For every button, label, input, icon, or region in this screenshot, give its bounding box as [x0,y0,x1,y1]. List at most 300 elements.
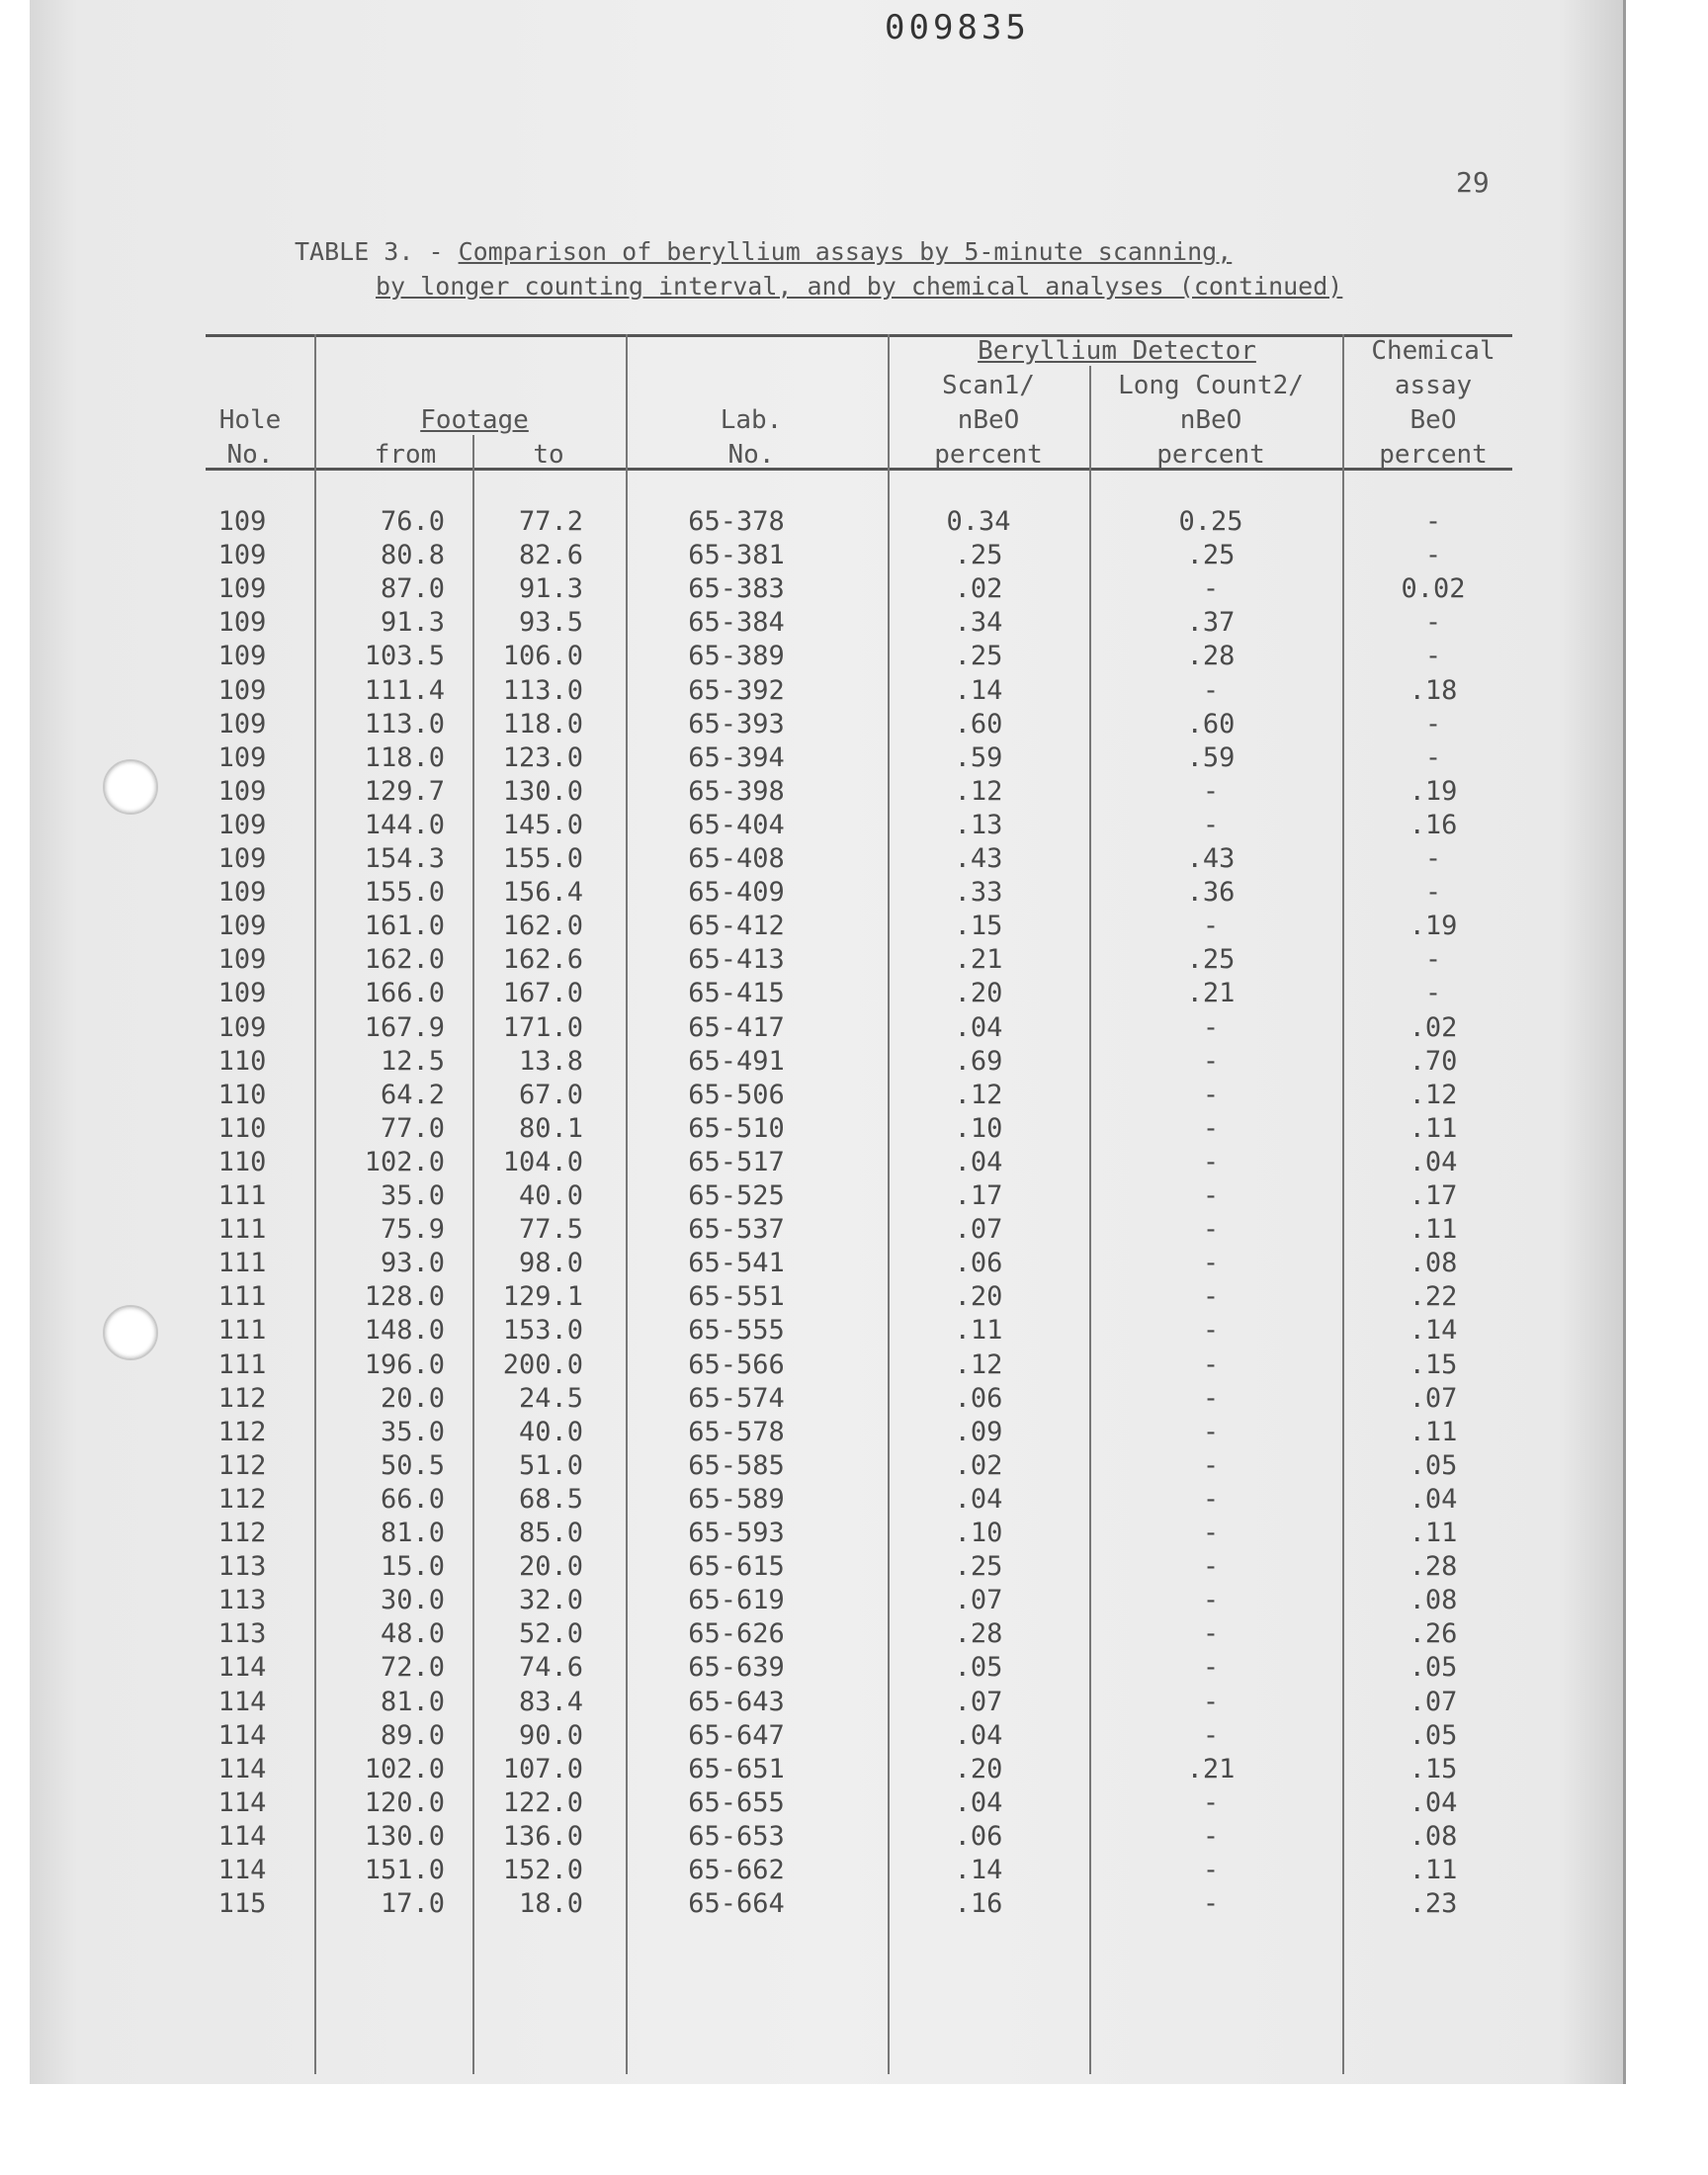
cell-scan-beo: .25 [954,641,1003,672]
cell-lab-no: 65-653 [688,1820,785,1852]
cell-chemical-beo: .08 [1409,1248,1458,1279]
cell-chemical-beo: - [1424,741,1442,773]
cell-scan-beo: .04 [954,1786,1003,1818]
cell-scan-beo: .12 [954,1348,1003,1380]
cell-scan-beo: .12 [954,1079,1003,1110]
cell-footage-from: 128.0 [364,1281,445,1313]
cell-long-count-beo: - [1202,809,1220,840]
cell-footage-from: 151.0 [364,1855,445,1885]
cell-lab-no: 65-409 [688,877,785,909]
cell-footage-from: 91.3 [380,607,445,639]
header-lab: Lab. [720,405,783,435]
cell-scan-beo: .02 [954,1449,1003,1481]
header-lab-no: No. [727,440,775,470]
cell-lab-no: 65-626 [688,1618,785,1650]
cell-long-count-beo: - [1202,775,1220,807]
column-divider-4 [888,334,890,2074]
cell-footage-from: 167.9 [364,1011,445,1043]
cell-scan-beo: .34 [954,607,1003,639]
cell-footage-from: 64.2 [380,1079,445,1110]
cell-long-count-beo: .28 [1186,641,1236,672]
cell-hole-no: 109 [217,674,267,706]
cell-hole-no: 114 [217,1753,267,1784]
cell-footage-from: 77.0 [380,1112,445,1144]
cell-chemical-beo: .16 [1409,809,1458,840]
cell-hole-no: 109 [217,741,267,773]
cell-lab-no: 65-510 [688,1112,785,1144]
cell-scan-beo: .06 [954,1820,1003,1852]
cell-lab-no: 65-555 [688,1315,785,1347]
cell-chemical-beo: .15 [1409,1753,1458,1784]
header-assay: assay [1394,371,1473,400]
cell-lab-no: 65-413 [688,944,785,976]
cell-footage-to: 152.0 [502,1855,583,1885]
cell-chemical-beo: .18 [1409,674,1458,706]
cell-footage-to: 51.0 [518,1449,583,1481]
cell-hole-no: 114 [217,1719,267,1751]
cell-scan-beo: .14 [954,674,1003,706]
cell-chemical-beo: .19 [1409,911,1458,942]
cell-scan-beo: .20 [954,1753,1003,1784]
cell-footage-from: 81.0 [380,1518,445,1548]
cell-scan-beo: .20 [954,1281,1003,1313]
cell-hole-no: 115 [217,1888,267,1920]
cell-long-count-beo: - [1202,1180,1220,1211]
page-number: 29 [1456,166,1490,199]
cell-long-count-beo: - [1202,1112,1220,1144]
cell-long-count-beo: - [1202,1449,1220,1481]
cell-chemical-beo: - [1424,607,1442,639]
header-long-unit: nBeO [1179,405,1242,435]
cell-hole-no: 111 [217,1348,267,1380]
cell-lab-no: 65-392 [688,674,785,706]
cell-footage-to: 52.0 [518,1618,583,1650]
cell-lab-no: 65-551 [688,1281,785,1313]
cell-footage-from: 72.0 [380,1652,445,1684]
cell-hole-no: 114 [217,1686,267,1717]
cell-long-count-beo: - [1202,1686,1220,1717]
cell-footage-to: 40.0 [518,1180,583,1211]
cell-hole-no: 113 [217,1551,267,1583]
cell-lab-no: 65-506 [688,1079,785,1110]
column-divider-1 [314,334,316,2074]
cell-scan-beo: .11 [954,1315,1003,1347]
cell-footage-from: 102.0 [364,1753,445,1784]
cell-chemical-beo: .11 [1409,1112,1458,1144]
cell-footage-from: 161.0 [364,911,445,942]
cell-long-count-beo: - [1202,573,1220,605]
cell-long-count-beo: .43 [1186,843,1236,874]
cell-long-count-beo: - [1202,674,1220,706]
cell-long-count-beo: .59 [1186,741,1236,773]
cell-long-count-beo: - [1202,1719,1220,1751]
cell-footage-to: 104.0 [502,1146,583,1177]
cell-scan-beo: .59 [954,741,1003,773]
cell-lab-no: 65-378 [688,506,785,537]
cell-long-count-beo: - [1202,1146,1220,1177]
cell-footage-from: 162.0 [364,944,445,976]
cell-footage-from: 35.0 [380,1416,445,1447]
cell-hole-no: 110 [217,1045,267,1077]
cell-long-count-beo: 0.25 [1178,506,1243,537]
cell-footage-from: 166.0 [364,978,445,1009]
cell-footage-from: 17.0 [380,1888,445,1920]
cell-chemical-beo: .12 [1409,1079,1458,1110]
cell-long-count-beo: - [1202,1045,1220,1077]
cell-long-count-beo: .37 [1186,607,1236,639]
cell-footage-from: 154.3 [364,843,445,874]
cell-lab-no: 65-664 [688,1888,785,1920]
cell-hole-no: 112 [217,1449,267,1481]
cell-scan-beo: .02 [954,573,1003,605]
cell-long-count-beo: - [1202,1585,1220,1616]
cell-footage-to: 32.0 [518,1585,583,1616]
cell-lab-no: 65-381 [688,540,785,571]
header-long-percent: percent [1156,440,1265,470]
cell-long-count-beo: - [1202,1518,1220,1548]
cell-scan-beo: .09 [954,1416,1003,1447]
cell-lab-no: 65-412 [688,911,785,942]
cell-scan-beo: .20 [954,978,1003,1009]
cell-footage-to: 18.0 [518,1888,583,1920]
cell-scan-beo: .17 [954,1180,1003,1211]
cell-lab-no: 65-517 [688,1146,785,1177]
cell-footage-to: 80.1 [518,1112,583,1144]
column-divider-2 [472,435,474,2074]
cell-chemical-beo: - [1424,540,1442,571]
cell-footage-to: 113.0 [502,674,583,706]
cell-footage-to: 91.3 [518,573,583,605]
cell-scan-beo: .13 [954,809,1003,840]
cell-chemical-beo: .14 [1409,1315,1458,1347]
cell-scan-beo: .07 [954,1585,1003,1616]
cell-chemical-beo: .19 [1409,775,1458,807]
cell-footage-to: 123.0 [502,741,583,773]
cell-footage-from: 113.0 [364,708,445,740]
column-divider-6 [1342,334,1344,2074]
cell-lab-no: 65-566 [688,1348,785,1380]
table-title-line1 [295,237,1232,266]
cell-chemical-beo: .05 [1409,1652,1458,1684]
cell-hole-no: 112 [217,1518,267,1548]
cell-footage-from: 89.0 [380,1719,445,1751]
cell-lab-no: 65-398 [688,775,785,807]
cell-long-count-beo: .36 [1186,877,1236,909]
cell-chemical-beo: .04 [1409,1786,1458,1818]
table-title-line2: by longer counting interval, and by chemical analyses (continued) [376,272,1343,301]
cell-footage-from: 155.0 [364,877,445,909]
cell-long-count-beo: - [1202,1483,1220,1515]
cell-footage-to: 85.0 [518,1518,583,1548]
cell-footage-to: 83.4 [518,1686,583,1717]
cell-footage-to: 153.0 [502,1315,583,1347]
cell-scan-beo: .04 [954,1483,1003,1515]
document-number: 009835 [885,8,1030,47]
cell-scan-beo: .14 [954,1855,1003,1885]
cell-long-count-beo: - [1202,1820,1220,1852]
cell-scan-beo: .06 [954,1248,1003,1279]
cell-footage-to: 13.8 [518,1045,583,1077]
cell-chemical-beo: .11 [1409,1214,1458,1246]
cell-footage-to: 167.0 [502,978,583,1009]
cell-footage-to: 156.4 [502,877,583,909]
cell-chemical-beo: - [1424,843,1442,874]
cell-hole-no: 113 [217,1618,267,1650]
header-footage: Footage [420,405,529,435]
cell-hole-no: 109 [217,809,267,840]
cell-scan-beo: .25 [954,540,1003,571]
header-hole-no: No. [226,440,274,470]
cell-lab-no: 65-651 [688,1753,785,1784]
cell-footage-to: 93.5 [518,607,583,639]
cell-long-count-beo: .21 [1186,978,1236,1009]
cell-chemical-beo: .07 [1409,1382,1458,1414]
cell-lab-no: 65-574 [688,1382,785,1414]
cell-lab-no: 65-384 [688,607,785,639]
cell-hole-no: 114 [217,1786,267,1818]
cell-long-count-beo: .21 [1186,1753,1236,1784]
cell-footage-to: 98.0 [518,1248,583,1279]
cell-scan-beo: .06 [954,1382,1003,1414]
table-title-prefix: TABLE 3. - [295,237,459,266]
cell-footage-from: 35.0 [380,1180,445,1211]
cell-footage-to: 130.0 [502,775,583,807]
cell-hole-no: 114 [217,1820,267,1852]
cell-scan-beo: .25 [954,1551,1003,1583]
cell-hole-no: 110 [217,1079,267,1110]
header-scan-percent: percent [934,440,1043,470]
cell-hole-no: 109 [217,506,267,537]
cell-footage-from: 15.0 [380,1551,445,1583]
cell-long-count-beo: - [1202,1618,1220,1650]
cell-footage-to: 162.0 [502,911,583,942]
cell-lab-no: 65-647 [688,1719,785,1751]
cell-long-count-beo: - [1202,1652,1220,1684]
cell-scan-beo: .33 [954,877,1003,909]
column-divider-5 [1089,366,1091,2074]
cell-footage-to: 200.0 [502,1348,583,1380]
cell-chemical-beo: .11 [1409,1518,1458,1548]
cell-lab-no: 65-408 [688,843,785,874]
cell-lab-no: 65-615 [688,1551,785,1583]
cell-lab-no: 65-593 [688,1518,785,1548]
cell-footage-to: 106.0 [502,641,583,672]
cell-footage-to: 74.6 [518,1652,583,1684]
cell-footage-to: 129.1 [502,1281,583,1313]
cell-footage-to: 40.0 [518,1416,583,1447]
cell-hole-no: 111 [217,1180,267,1211]
cell-scan-beo: 0.34 [946,506,1011,537]
cell-hole-no: 109 [217,1011,267,1043]
cell-hole-no: 113 [217,1585,267,1616]
cell-hole-no: 112 [217,1382,267,1414]
cell-chemical-beo: - [1424,978,1442,1009]
cell-scan-beo: .04 [954,1146,1003,1177]
cell-chemical-beo: .02 [1409,1011,1458,1043]
header-hole: Hole [218,405,282,435]
cell-lab-no: 65-417 [688,1011,785,1043]
cell-hole-no: 110 [217,1146,267,1177]
cell-scan-beo: .04 [954,1719,1003,1751]
cell-lab-no: 65-662 [688,1855,785,1885]
cell-hole-no: 109 [217,775,267,807]
cell-footage-to: 77.5 [518,1214,583,1246]
cell-footage-from: 81.0 [380,1686,445,1717]
cell-scan-beo: .43 [954,843,1003,874]
cell-scan-beo: .07 [954,1686,1003,1717]
cell-lab-no: 65-655 [688,1786,785,1818]
cell-footage-from: 118.0 [364,741,445,773]
cell-chemical-beo: .07 [1409,1686,1458,1717]
cell-hole-no: 114 [217,1652,267,1684]
cell-scan-beo: .04 [954,1011,1003,1043]
cell-chemical-beo: - [1424,944,1442,976]
cell-lab-no: 65-578 [688,1416,785,1447]
cell-chemical-beo: .04 [1409,1146,1458,1177]
cell-scan-beo: .69 [954,1045,1003,1077]
cell-scan-beo: .21 [954,944,1003,976]
cell-long-count-beo: - [1202,1382,1220,1414]
cell-lab-no: 65-415 [688,978,785,1009]
cell-scan-beo: .05 [954,1652,1003,1684]
cell-footage-to: 162.6 [502,944,583,976]
cell-lab-no: 65-404 [688,809,785,840]
cell-long-count-beo: - [1202,1011,1220,1043]
cell-footage-from: 66.0 [380,1483,445,1515]
cell-lab-no: 65-639 [688,1652,785,1684]
cell-long-count-beo: - [1202,1855,1220,1885]
header-beryllium-detector: Beryllium Detector [978,336,1256,366]
cell-lab-no: 65-589 [688,1483,785,1515]
cell-long-count-beo: - [1202,1079,1220,1110]
cell-chemical-beo: .11 [1409,1416,1458,1447]
cell-chemical-beo: .08 [1409,1820,1458,1852]
cell-long-count-beo: .25 [1186,944,1236,976]
cell-footage-to: 171.0 [502,1011,583,1043]
header-chem-percent: percent [1379,440,1488,470]
table-title-text: Comparison of beryllium assays by 5-minute scanning, [458,237,1233,266]
cell-hole-no: 112 [217,1483,267,1515]
cell-long-count-beo: - [1202,1888,1220,1920]
cell-footage-from: 20.0 [380,1382,445,1414]
cell-lab-no: 65-393 [688,708,785,740]
cell-chemical-beo: 0.02 [1401,573,1466,605]
cell-hole-no: 111 [217,1281,267,1313]
cell-lab-no: 65-383 [688,573,785,605]
cell-footage-to: 82.6 [518,540,583,571]
cell-chemical-beo: .23 [1409,1888,1458,1920]
header-beo: BeO [1409,405,1457,435]
cell-footage-to: 122.0 [502,1786,583,1818]
cell-footage-to: 68.5 [518,1483,583,1515]
cell-footage-from: 48.0 [380,1618,445,1650]
cell-footage-from: 93.0 [380,1248,445,1279]
cell-scan-beo: .10 [954,1112,1003,1144]
cell-footage-from: 111.4 [364,674,445,706]
cell-scan-beo: .15 [954,911,1003,942]
cell-hole-no: 109 [217,641,267,672]
cell-scan-beo: .28 [954,1618,1003,1650]
cell-long-count-beo: - [1202,1214,1220,1246]
cell-hole-no: 109 [217,540,267,571]
cell-hole-no: 110 [217,1112,267,1144]
column-divider-3 [626,334,628,2074]
cell-scan-beo: .16 [954,1888,1003,1920]
cell-chemical-beo: .17 [1409,1180,1458,1211]
cell-chemical-beo: .15 [1409,1348,1458,1380]
cell-chemical-beo: - [1424,877,1442,909]
cell-chemical-beo: .26 [1409,1618,1458,1650]
cell-footage-from: 12.5 [380,1045,445,1077]
cell-chemical-beo: .22 [1409,1281,1458,1313]
cell-hole-no: 109 [217,978,267,1009]
cell-lab-no: 65-619 [688,1585,785,1616]
cell-footage-to: 107.0 [502,1753,583,1784]
cell-footage-from: 76.0 [380,506,445,537]
cell-chemical-beo: - [1424,708,1442,740]
cell-lab-no: 65-537 [688,1214,785,1246]
punch-hole-top [103,759,158,815]
cell-chemical-beo: - [1424,641,1442,672]
cell-hole-no: 112 [217,1416,267,1447]
cell-lab-no: 65-389 [688,641,785,672]
cell-footage-from: 120.0 [364,1786,445,1818]
cell-hole-no: 109 [217,877,267,909]
cell-footage-from: 80.8 [380,540,445,571]
cell-lab-no: 65-394 [688,741,785,773]
cell-lab-no: 65-541 [688,1248,785,1279]
header-chemical: Chemical [1371,336,1495,366]
cell-long-count-beo: - [1202,1416,1220,1447]
cell-chemical-beo: .28 [1409,1551,1458,1583]
cell-footage-to: 145.0 [502,809,583,840]
header-scan: Scan1/ [942,371,1035,400]
cell-footage-from: 130.0 [364,1820,445,1852]
cell-footage-from: 30.0 [380,1585,445,1616]
cell-scan-beo: .07 [954,1214,1003,1246]
cell-hole-no: 109 [217,944,267,976]
cell-hole-no: 109 [217,708,267,740]
punch-hole-bottom [103,1305,158,1360]
cell-hole-no: 109 [217,843,267,874]
header-long-count: Long Count2/ [1118,371,1304,400]
cell-chemical-beo: .05 [1409,1449,1458,1481]
cell-long-count-beo: .25 [1186,540,1236,571]
header-to: to [533,440,564,470]
cell-lab-no: 65-491 [688,1045,785,1077]
cell-footage-to: 67.0 [518,1079,583,1110]
cell-long-count-beo: - [1202,1248,1220,1279]
cell-chemical-beo: - [1424,506,1442,537]
cell-chemical-beo: .08 [1409,1585,1458,1616]
cell-footage-to: 136.0 [502,1820,583,1852]
cell-footage-to: 90.0 [518,1719,583,1751]
cell-footage-from: 129.7 [364,775,445,807]
cell-scan-beo: .12 [954,775,1003,807]
cell-long-count-beo: - [1202,1281,1220,1313]
cell-hole-no: 111 [217,1214,267,1246]
table-top-rule [206,334,1512,337]
cell-footage-to: 77.2 [518,506,583,537]
cell-footage-to: 20.0 [518,1551,583,1583]
cell-hole-no: 109 [217,911,267,942]
cell-long-count-beo: .60 [1186,708,1236,740]
cell-hole-no: 111 [217,1248,267,1279]
cell-footage-from: 87.0 [380,573,445,605]
cell-footage-from: 102.0 [364,1146,445,1177]
cell-footage-to: 24.5 [518,1382,583,1414]
cell-hole-no: 109 [217,607,267,639]
